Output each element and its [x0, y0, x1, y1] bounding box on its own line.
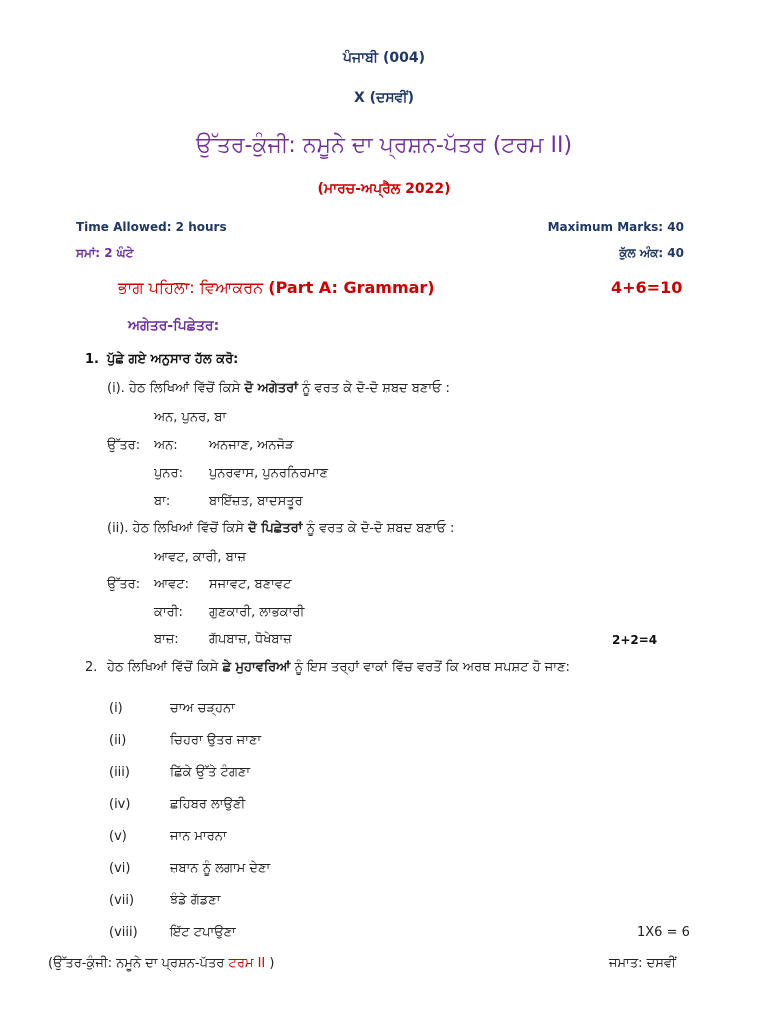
- q1-part-i-term-3: ਬਾ:: [154, 494, 171, 509]
- q2-prompt: ਹੇਠ ਲਿਖਿਆਂ ਵਿੱਚੋਂ ਕਿਸੇ ਛੇ ਮੁਹਾਵਰਿਆਂ ਨੂੰ ਇਸ ਤਰ੍ਹਾਂ ਵਾਕਾਂ ਵਿੱਚ ਵਰਤੋਂ ਕਿ ਅਰਥ ਸਪਸ਼ਟ ਹੋ ਜਾਣ:: [107, 660, 570, 675]
- q1-part-ii-answer-label: ਉੱਤਰ:: [107, 577, 141, 592]
- q1-part-ii-prompt: (ii). ਹੇਠ ਲਿਖਿਆਂ ਵਿੱਚੋਂ ਕਿਸੇ ਦੋ ਪਿਛੇਤਰਾਂ ਨੂੰ ਵਰਤ ਕੇ ਦੋ-ਦੋ ਸ਼ਬਦ ਬਣਾਓ :: [107, 521, 455, 536]
- q1-part-ii-term-2: ਕਾਰੀ:: [154, 605, 183, 620]
- q1-part-ii-term-3: ਬਾਜ਼:: [154, 632, 179, 647]
- subject-title: ਪੰਜਾਬੀ (004): [342, 50, 426, 66]
- q1-part-ii-words-2: ਗੁਣਕਾਰੀ, ਲਾਭਕਾਰੀ: [209, 605, 305, 620]
- session-title: (ਮਾਰਚ-ਅਪ੍ਰੈਲ 2022): [317, 181, 451, 197]
- q1-part-ii-term-1: ਆਵਟ:: [154, 577, 189, 592]
- section-marks: 4+6=10: [611, 278, 683, 297]
- max-marks-en: Maximum Marks: 40: [547, 220, 684, 234]
- idiom-text: ਚਿਹਰਾ ਉਤਰ ਜਾਣਾ: [170, 733, 262, 748]
- section-heading: [118, 278, 435, 298]
- section-title-en: (Part A: Grammar): [268, 278, 435, 297]
- idiom-text: ਝੰਡੇ ਗੱਡਣਾ: [170, 893, 221, 908]
- q1-part-i-term-1: ਅਨ:: [154, 438, 178, 453]
- idiom-number: (viii): [109, 925, 138, 940]
- q2-number: 2.: [85, 660, 98, 675]
- q1-part-i-words-2: ਪੁਨਰਵਾਸ, ਪੁਨਰਨਿਰਮਾਣ: [209, 466, 329, 481]
- q1-heading: ਪੁੱਛੇ ਗਏ ਅਨੁਸਾਰ ਹੱਲ ਕਰੋ:: [107, 352, 239, 367]
- section-title-pa: ਭਾਗ ਪਹਿਲਾ: ਵਿਆਕਰਨ: [118, 278, 264, 297]
- idiom-number: (ii): [109, 733, 127, 748]
- footer-left: (ਉੱਤਰ-ਕੁੰਜੀ: ਨਮੂਨੇ ਦਾ ਪ੍ਰਸ਼ਨ-ਪੱਤਰ ਟਰਮ II ): [48, 956, 275, 971]
- idiom-number: (v): [109, 829, 127, 844]
- class-title: X (ਦਸਵੀਂ): [353, 90, 415, 106]
- idiom-number: (i): [109, 701, 123, 716]
- q1-part-ii-words-1: ਸਜਾਵਟ, ਬਣਾਵਟ: [209, 577, 292, 592]
- idiom-text: ਇੱਟ ਟਪਾਉਣਾ: [170, 925, 236, 940]
- q1-marks: 2+2=4: [612, 633, 658, 647]
- idiom-text: ਛਹਿਬਰ ਲਾਉਣੀ: [170, 797, 246, 812]
- q1-part-i-words-1: ਅਨਜਾਣ, ਅਨਜੋੜ: [209, 438, 294, 453]
- idiom-number: (iv): [109, 797, 131, 812]
- idiom-text: ਜ਼ਬਾਨ ਨੂੰ ਲਗਾਮ ਦੇਣਾ: [170, 861, 271, 876]
- idiom-text: ਜਾਨ ਮਾਰਨਾ: [170, 829, 227, 844]
- idiom-number: (iii): [109, 765, 130, 780]
- max-marks-pa: ਕੁੱਲ ਅੰਕ: 40: [619, 246, 684, 260]
- q1-part-ii-options: ਆਵਟ, ਕਾਰੀ, ਬਾਜ਼: [154, 550, 247, 565]
- idiom-number: (vi): [109, 861, 131, 876]
- footer-right: ਜਮਾਤ: ਦਸਵੀਂ: [609, 956, 676, 971]
- q1-part-ii-words-3: ਗੱਪਬਾਜ਼, ਧੋਖੇਬਾਜ਼: [209, 632, 292, 647]
- section-subheading: ਅਗੇਤਰ-ਪਿਛੇਤਰ:: [128, 318, 220, 334]
- q1-part-i-options: ਅਨ, ਪੁਨਰ, ਬਾ: [154, 410, 227, 425]
- idiom-text: ਚਾਅ ਚੜ੍ਹਨਾ: [170, 701, 235, 716]
- q2-marks: 1X6 = 6: [637, 925, 690, 940]
- time-allowed-en: Time Allowed: 2 hours: [76, 220, 227, 234]
- q1-part-i-prompt: (i). ਹੇਠ ਲਿਖਿਆਂ ਵਿੱਚੋਂ ਕਿਸੇ ਦੋ ਅਗੇਤਰਾਂ ਨੂੰ ਵਰਤ ਕੇ ਦੋ-ਦੋ ਸ਼ਬਦ ਬਣਾਓ :: [107, 381, 450, 396]
- idiom-text: ਛਿੱਕੇ ਉੱਤੇ ਟੰਗਣਾ: [170, 765, 251, 780]
- page-title: ਉੱਤਰ-ਕੁੰਜੀ: ਨਮੂਨੇ ਦਾ ਪ੍ਰਸ਼ਨ-ਪੱਤਰ (ਟਰਮ II): [195, 133, 573, 158]
- q1-number: 1.: [85, 352, 99, 367]
- q1-part-i-answer-label: ਉੱਤਰ:: [107, 438, 141, 453]
- q1-part-i-words-3: ਬਾਇੱਜ਼ਤ, ਬਾਦਸਤੂਰ: [209, 494, 303, 509]
- idiom-number: (vii): [109, 893, 135, 908]
- time-allowed-pa: ਸਮਾਂ: 2 ਘੰਟੇ: [76, 246, 134, 260]
- q1-part-i-term-2: ਪੁਨਰ:: [154, 466, 183, 481]
